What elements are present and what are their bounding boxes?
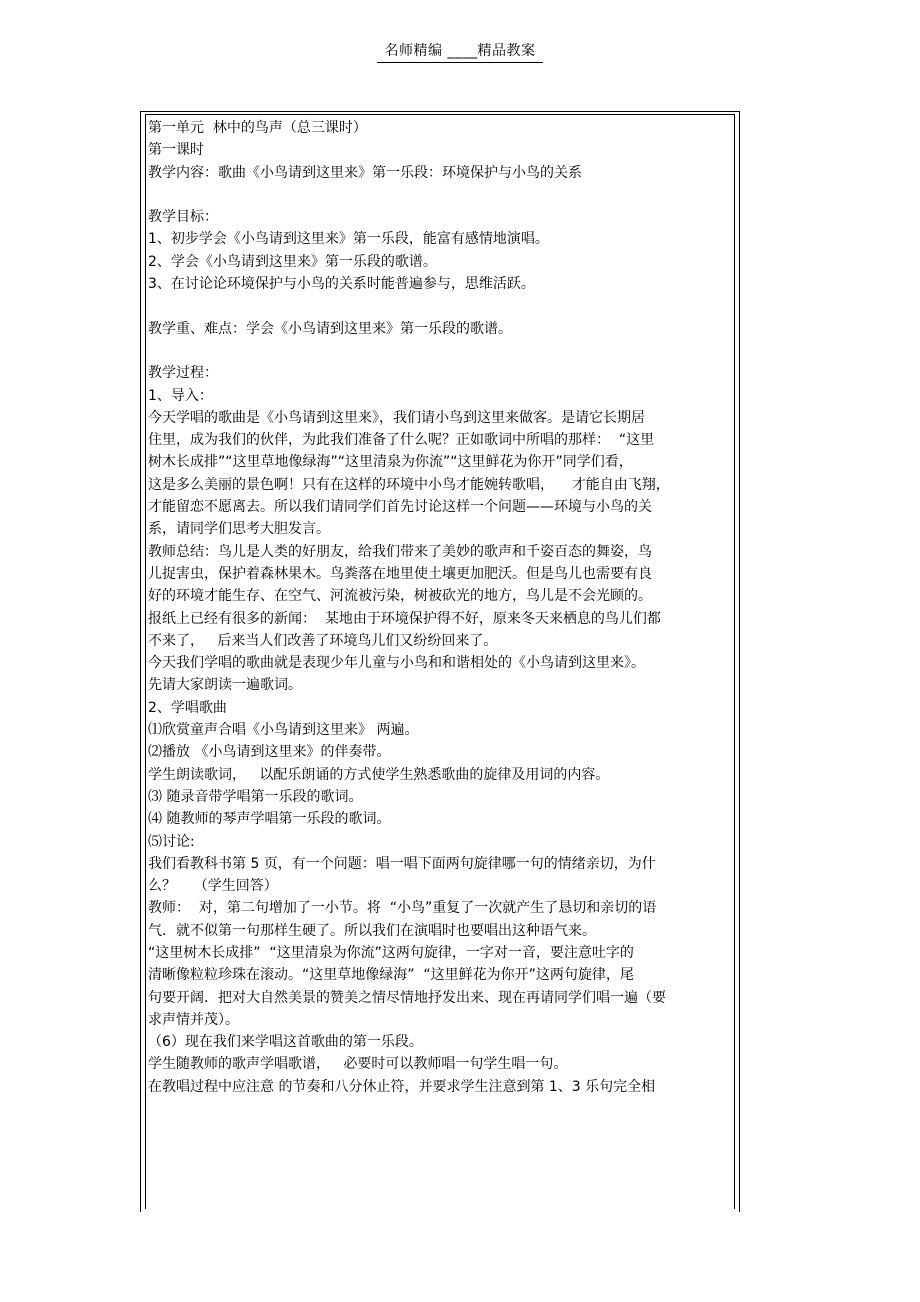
text-line: 2、学会《小鸟请到这里来》第一乐段的歌谱。 [148,253,437,270]
text-line: 求声情并茂）。 [148,1011,239,1028]
text-line: 教学过程： [148,365,218,382]
text-line: 树木长成排”“这里草地像绿海”“这里清泉为你流”“这里鲜花为你开”同学们看， [148,454,633,471]
blank-line [148,295,732,317]
text-line: 教师总结：鸟儿是人类的好朋友，给我们带来了美妙的歌声和千姿百态的舞姿，鸟 [148,543,652,560]
text-line: 1、初步学会《小鸟请到这里来》第一乐段，能富有感情地演唱。 [148,231,549,248]
text-line: 儿捉害虫，保护着森林果木。鸟粪落在地里使土壤更加肥沃。但是鸟儿也需要有良 [148,565,652,582]
text-line: 句要开阔．把对大自然美景的赞美之情尽情地抒发出来、现在再请同学们唱一遍（要 [148,989,666,1006]
text-line: ⑵播放 《小鸟请到这里来》的伴奏带。 [148,744,391,761]
text-line: 我们看教科书第 5 页，有一个问题：唱一唱下面两句旋律哪一句的情绪亲切，为什 [148,855,656,872]
text-line: 教学内容：歌曲《小鸟请到这里来》第一乐段：环境保护与小鸟的关系 [148,164,582,181]
text-line: （6）现在我们来学唱这首歌曲的第一乐段。 [148,1034,423,1051]
lesson-plan-body [148,117,732,1098]
text-line: 学生朗读歌词， 以配乐朗诵的方式使学生熟悉歌曲的旋律及用词的内容。 [148,766,610,783]
text-line: “这里树木长成排” “这里清泉为你流”这两句旋律，一字对一音，要注意吐字的 [148,944,634,961]
text-line: 今天我们学唱的歌曲就是表现少年儿童与小鸟和和谐相处的《小鸟请到这里来》。 [148,655,645,672]
text-line: 报纸上已经有很多的新闻： 某地由于环境保护得不好，原来冬天来栖息的鸟儿们都 [148,610,661,627]
text-line: 在教唱过程中应注意 的节奏和八分休止符，并要求学生注意到第 1、3 乐句完全相 [148,1078,656,1095]
text-line: 今天学唱的歌曲是《小鸟请到这里来》，我们请小鸟到这里来做客。是请它长期居 [148,409,645,426]
page-header [0,40,920,63]
blank-line [148,340,732,362]
text-line: 学生随教师的歌声学唱歌谱， 必要时可以教师唱一句学生唱一句。 [148,1056,568,1073]
text-line: 教学重、难点：学会《小鸟请到这里来》第一乐段的歌谱。 [148,320,512,337]
text-line: 清晰像粒粒珍珠在滚动。“这里草地像绿海” “这里鲜花为你开”这两句旋律，尾 [148,967,634,984]
text-line: 好的环境才能生存、在空气、河流被污染，树被砍光的地方，鸟儿是不会光顾的。 [148,588,652,605]
text-line: 气．就不似第一句那样生硬了。所以我们在演唱时也要唱出这种语气来。 [148,922,596,939]
blank-line [148,184,732,206]
text-line: ⑷ 随教师的琴声学唱第一乐段的歌词。 [148,811,391,828]
text-line: 3、在讨论论环境保护与小鸟的关系时能普遍参与，思维活跃。 [148,276,535,293]
text-line: 2、学唱歌曲 [148,699,227,716]
text-line: 1、导入： [148,387,213,404]
text-line: 不来了， 后来当人们改善了环境鸟儿们又纷纷回来了。 [148,632,498,649]
header-text: 名师精编 ____精品教案 [377,40,544,63]
text-line: 第一课时 [148,142,204,159]
text-line: ⑶ 随录音带学唱第一乐段的歌词。 [148,788,363,805]
text-line: 住里，成为我们的伙伴，为此我们准备了什么呢？正如歌词中所唱的那样： “这里 [148,432,655,449]
text-line: 先请大家朗读一遍歌词。 [148,677,302,694]
text-line: ⑴欣赏童声合唱《小鸟请到这里来》 两遍。 [148,722,419,739]
text-line: 第一单元 林中的鸟声（总三课时） [148,120,367,136]
text-line: 教师： 对，第二句增加了一小节。将 “小鸟”重复了一次就产生了恳切和亲切的语 [148,900,657,917]
text-line: 么？ （学生回答） [148,878,278,895]
text-line: 系，请同学们思考大胆发言。 [148,521,330,538]
text-line: ⑸讨论: [148,833,195,850]
text-line: 才能留恋不愿离去。所以我们请同学们首先讨论这样一个问题——环境与小鸟的关 [148,499,652,516]
text-line: 教学目标： [148,209,218,226]
text-line: 这是多么美丽的景色啊！只有在这样的环境中小鸟才能婉转歌唱， 才能自由飞翔， [148,476,670,493]
